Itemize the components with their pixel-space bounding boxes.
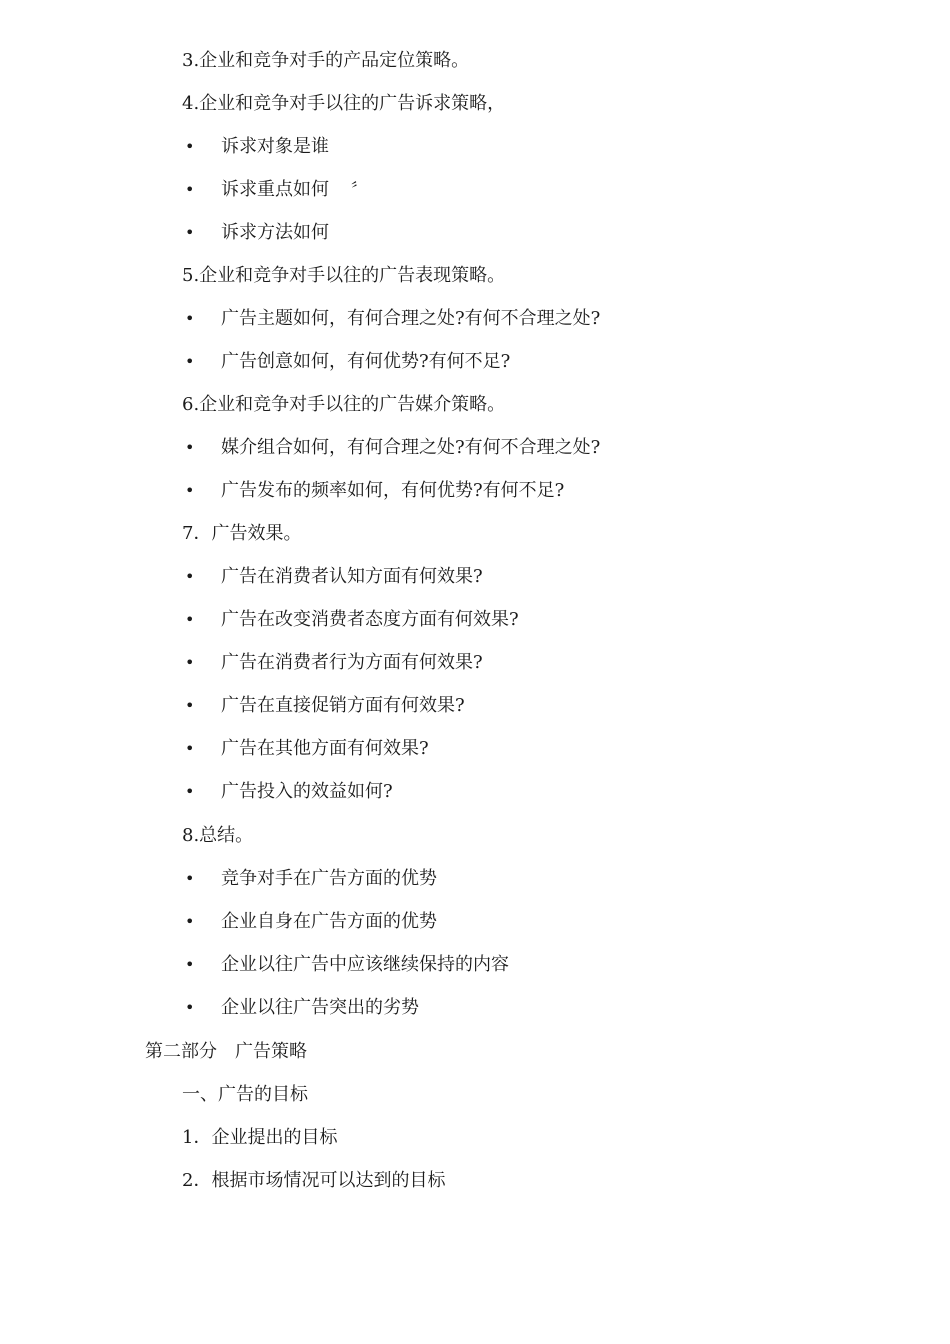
bullet-icon: • bbox=[185, 653, 195, 672]
ditto-mark: 〞 bbox=[351, 180, 368, 199]
bullet-icon: • bbox=[185, 610, 195, 629]
list-item-text: 媒介组合如何，有何合理之处?有何不合理之处? bbox=[221, 437, 601, 458]
bullet-icon: • bbox=[185, 352, 195, 371]
section-1-item-1: 1．企业提出的目标 bbox=[182, 1127, 338, 1148]
list-item-text: 广告主题如何，有何合理之处?有何不合理之处? bbox=[221, 308, 601, 329]
list-item-text: 企业自身在广告方面的优势 bbox=[221, 911, 437, 932]
para-7-ad-effect: 7．广告效果。 bbox=[182, 523, 302, 544]
para-5-expression-strategy: 5.企业和竞争对手以往的广告表现策略。 bbox=[182, 265, 506, 286]
bullet-icon: • bbox=[185, 438, 195, 457]
list-item-text: 广告发布的频率如何，有何优势?有何不足? bbox=[221, 480, 565, 501]
bullet-icon: • bbox=[185, 223, 195, 242]
bullet-icon: • bbox=[185, 998, 195, 1017]
list-item-text: 诉求重点如何 bbox=[221, 179, 329, 200]
list-item-text: 诉求对象是谁 bbox=[221, 136, 329, 157]
para-6-media-strategy: 6.企业和竞争对手以往的广告媒介策略。 bbox=[182, 394, 506, 415]
list-item-text: 竞争对手在广告方面的优势 bbox=[221, 868, 437, 889]
list-item-text: 广告在直接促销方面有何效果? bbox=[221, 695, 465, 716]
list-item-text: 广告在消费者行为方面有何效果? bbox=[221, 652, 483, 673]
list-item-text: 广告在其他方面有何效果? bbox=[221, 738, 429, 759]
bullet-icon: • bbox=[185, 782, 195, 801]
list-item-text: 广告在消费者认知方面有何效果? bbox=[221, 566, 483, 587]
bullet-icon: • bbox=[185, 739, 195, 758]
bullet-icon: • bbox=[185, 481, 195, 500]
bullet-icon: • bbox=[185, 955, 195, 974]
bullet-icon: • bbox=[185, 180, 195, 199]
bullet-icon: • bbox=[185, 696, 195, 715]
list-item-text: 企业以往广告中应该继续保持的内容 bbox=[221, 954, 509, 975]
section-1-heading: 一、广告的目标 bbox=[182, 1084, 308, 1105]
para-3-product-positioning: 3.企业和竞争对手的产品定位策略。 bbox=[182, 50, 470, 71]
list-item-text: 广告投入的效益如何? bbox=[221, 781, 393, 802]
section-1-item-2: 2．根据市场情况可以达到的目标 bbox=[182, 1170, 446, 1191]
para-8-summary: 8.总结。 bbox=[182, 825, 254, 846]
bullet-icon: • bbox=[185, 912, 195, 931]
part-2-heading: 第二部分 广告策略 bbox=[145, 1041, 307, 1062]
list-item-text: 企业以往广告突出的劣势 bbox=[221, 997, 419, 1018]
list-item-text: 广告创意如何，有何优势?有何不足? bbox=[221, 351, 511, 372]
bullet-icon: • bbox=[185, 137, 195, 156]
bullet-icon: • bbox=[185, 869, 195, 888]
para-4-appeal-strategy: 4.企业和竞争对手以往的广告诉求策略， bbox=[182, 93, 506, 114]
bullet-icon: • bbox=[185, 309, 195, 328]
bullet-icon: • bbox=[185, 567, 195, 586]
list-item-text: 广告在改变消费者态度方面有何效果? bbox=[221, 609, 519, 630]
list-item-text: 诉求方法如何 bbox=[221, 222, 329, 243]
